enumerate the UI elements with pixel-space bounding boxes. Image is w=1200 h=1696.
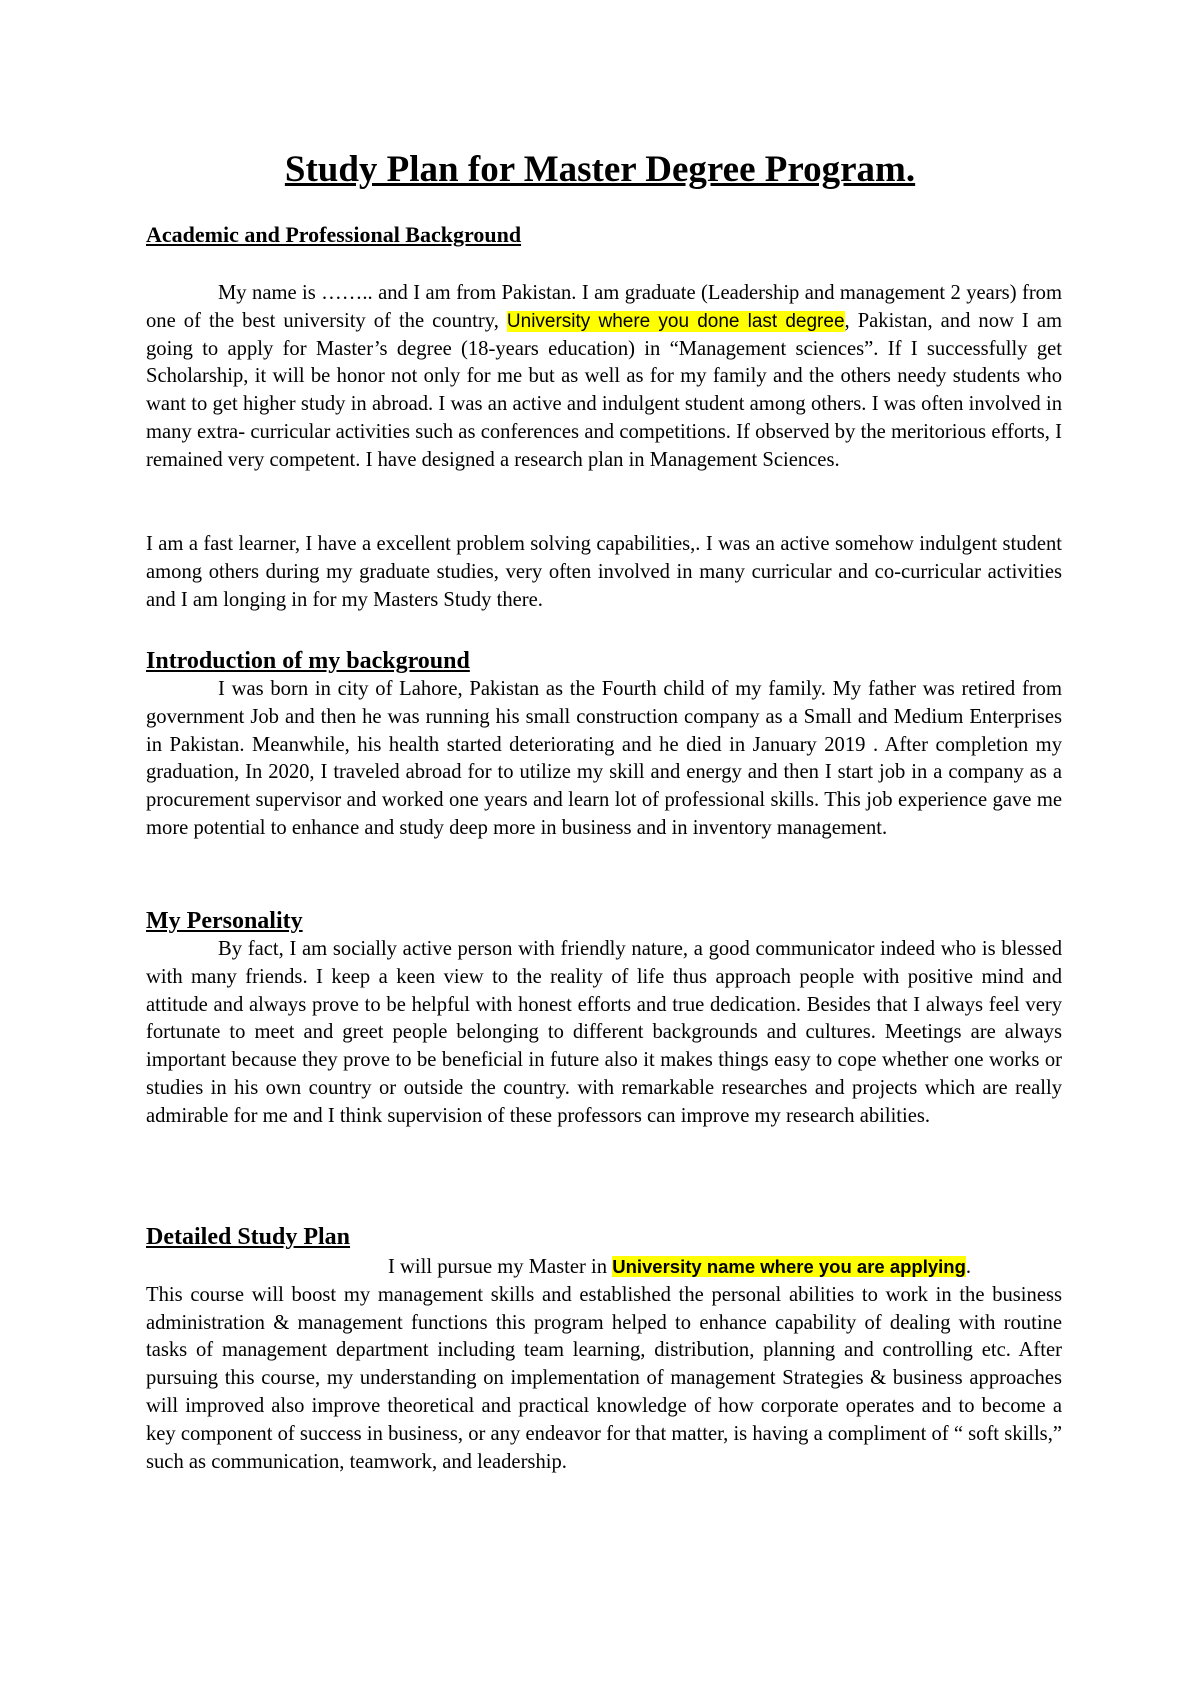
highlight-last-degree: University where you done last degree	[506, 310, 845, 332]
personality-paragraph: By fact, I am socially active person with friendly nature, a good communicator indeed who is blessed with many friends. I keep a keen view to the reality of life thus approach people with positive mind and attitude and always prove to be helpful with honest efforts and true dedication. Besides that I always feel very fortunate to meet and greet people belonging to different backgrounds and cultures. Meetings are always important because they prove to be beneficial in future also it makes things easy to cope whether one works or studies in his own country or outside the country. with remarkable researches and projects which are really admirable for me and I think supervision of these professors can improve my research abilities.	[146, 938, 1062, 1127]
academic-paragraph-2: I am a fast learner, I have a excellent problem solving capabilities,. I was an active somehow indulgent student among others during my graduate studies, very often involved in many curricular and co-curricular activities and I am longing in for my Masters Study there.	[146, 533, 1062, 611]
study-plan-text-a: I will pursue my Master in	[388, 1256, 613, 1278]
section-heading-personality: My Personality	[146, 908, 303, 934]
study-plan-paragraph	[146, 1253, 1062, 1476]
academic-paragraph-1	[146, 280, 1062, 475]
academic-text-a: My name is …….. and I am from Pakistan. I am graduate (Leadership and management 2 years) from one of the best university of the country,	[146, 282, 1062, 332]
highlight-university-name: University name where you are applying	[612, 1256, 966, 1277]
study-plan-lead	[146, 1253, 1062, 1282]
study-plan-text-b: .	[965, 1256, 972, 1278]
introduction-paragraph: I was born in city of Lahore, Pakistan as the Fourth child of my family. My father was retired from government Job and then he was running his small construction company as a Small and Medium Enterprises in Pakistan. Meanwhile, his health started deteriorating and he died in January 2019 . After completion my graduation, In 2020, I traveled abroad for to utilize my skill and energy and then I start job in a company as a procurement supervisor and worked one years and learn lot of professional skills. This job experience gave me more potential to enhance and study deep more in business and in inventory management.	[146, 678, 1062, 839]
section-heading-academic: Academic and Professional Background	[146, 222, 522, 247]
page-title: Study Plan for Master Degree Program.	[284, 149, 916, 190]
section-heading-introduction: Introduction of my background	[146, 648, 470, 674]
study-plan-body: This course will boost my management skills and established the personal abilities to work in the business administration & management functions this program helped to enhance capability of dealing with routine tasks of management department including team learning, distribution, planning and controlling etc. After pursuing this course, my understanding on implementation of management Strategies & business approaches will improved also improve theoretical and practical knowledge of how corporate operates and to become a key component of success in business, or any endeavor for that matter, is having a compliment of “ soft skills,” such as communication, teamwork, and leadership.	[146, 1283, 1062, 1473]
section-heading-study-plan: Detailed Study Plan	[146, 1224, 351, 1250]
academic-text-b: , Pakistan, and now I am going to apply for Master’s degree (18-years education) in “Management sciences”. If I successfully get Scholarship, it will be honor not only for me but as well as for my family and the others needy students who want to get higher study in abroad. I was an active and indulgent student among others. I was often involved in many extra- curricular activities such as conferences and competitions. If observed by the meritorious efforts, I remained very competent. I have designed a research plan in Management Sciences.	[146, 309, 1062, 471]
